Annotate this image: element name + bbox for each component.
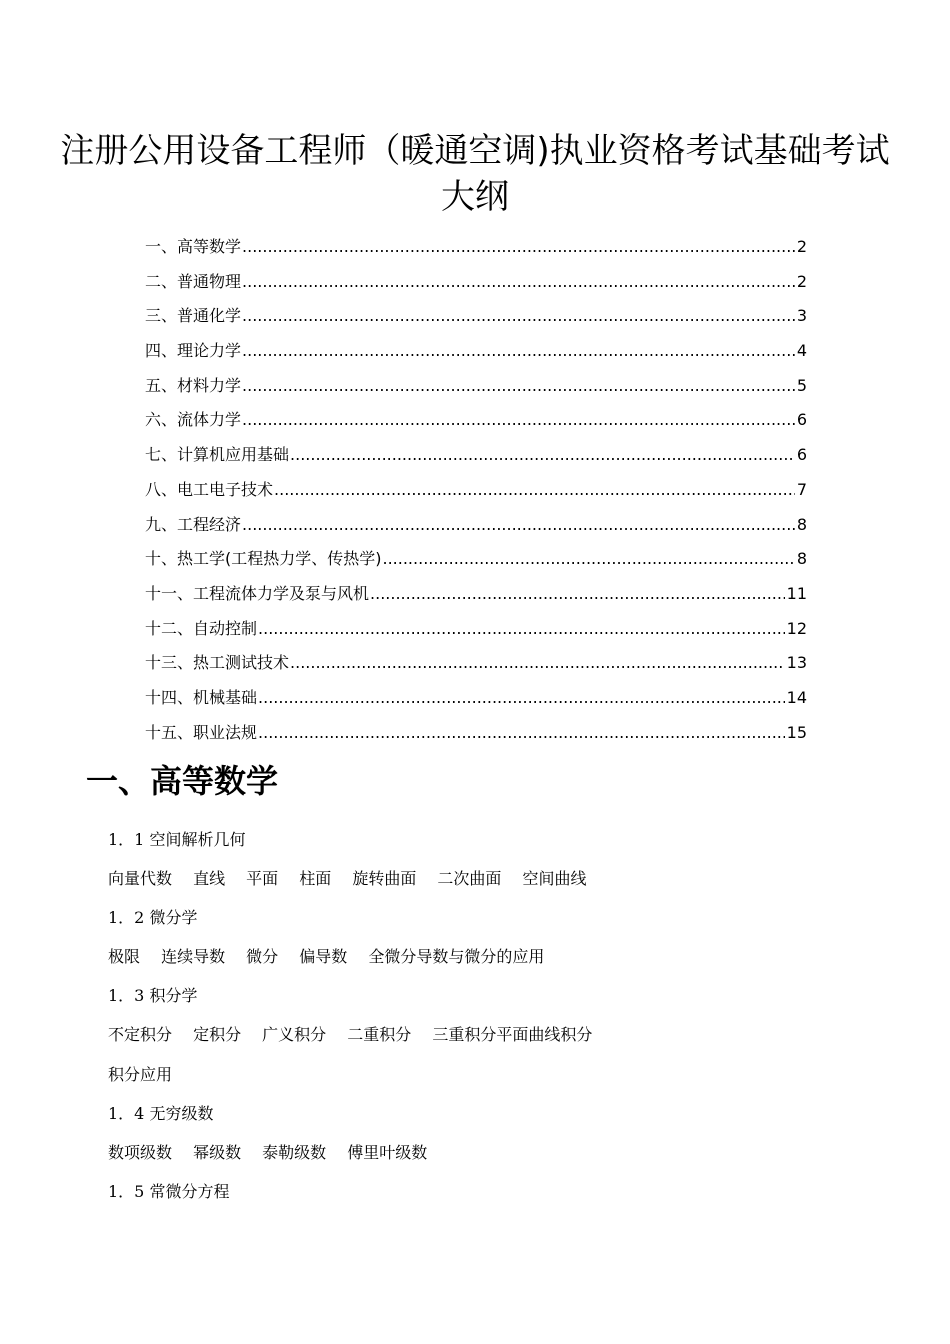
toc-leader-dots xyxy=(258,612,785,647)
toc-entry-page: 15 xyxy=(786,722,807,742)
toc-entry-page: 7 xyxy=(796,479,807,499)
topic-list: 不定积分 定积分 广义积分 二重积分 三重积分平面曲线积分 xyxy=(108,1025,593,1045)
toc-leader-dots xyxy=(242,230,795,265)
toc-leader-dots xyxy=(290,438,795,473)
toc-entry[interactable] xyxy=(145,716,807,751)
toc-entry[interactable] xyxy=(145,438,807,473)
toc-entry-page: 6 xyxy=(796,445,807,465)
toc-entry[interactable] xyxy=(145,473,807,508)
subsection-heading: 1．3 积分学 xyxy=(108,986,198,1006)
toc-entry-label: 九、工程经济 xyxy=(145,514,242,534)
toc-entry-page: 3 xyxy=(796,306,807,326)
toc-entry[interactable] xyxy=(145,646,807,681)
toc-leader-dots xyxy=(242,508,795,543)
topic-list: 极限 连续导数 微分 偏导数 全微分导数与微分的应用 xyxy=(108,947,545,967)
toc-entry-page: 13 xyxy=(786,653,807,673)
toc-leader-dots xyxy=(242,265,795,300)
subsection-heading: 1．5 常微分方程 xyxy=(108,1181,230,1201)
toc-leader-dots xyxy=(258,716,785,751)
toc-entry[interactable] xyxy=(145,612,807,647)
toc-entry-page: 2 xyxy=(796,271,807,291)
toc-entry-page: 8 xyxy=(796,514,807,534)
topic-list: 积分应用 xyxy=(108,1064,173,1084)
toc-entry-page: 11 xyxy=(786,583,807,603)
subsection-heading: 1．1 空间解析几何 xyxy=(108,830,246,849)
toc-entry-label: 四、理论力学 xyxy=(145,341,242,361)
toc-entry-label: 七、计算机应用基础 xyxy=(145,445,290,465)
toc-entry-page: 14 xyxy=(786,687,807,707)
toc-entry[interactable] xyxy=(145,334,807,369)
toc-entry-label: 五、材料力学 xyxy=(145,375,242,395)
table-of-contents xyxy=(145,230,807,750)
toc-leader-dots xyxy=(242,403,795,438)
toc-entry-label: 十三、热工测试技术 xyxy=(145,653,290,673)
toc-entry[interactable] xyxy=(145,369,807,404)
toc-entry[interactable] xyxy=(145,230,807,265)
toc-entry-page: 6 xyxy=(796,410,807,430)
toc-entry-label: 三、普通化学 xyxy=(145,306,242,326)
toc-leader-dots xyxy=(242,299,795,334)
toc-entry-label: 十二、自动控制 xyxy=(145,618,258,638)
toc-entry-label: 二、普通物理 xyxy=(145,271,242,291)
toc-entry[interactable] xyxy=(145,508,807,543)
section-heading: 一、高等数学 xyxy=(86,762,279,800)
toc-entry-label: 十四、机械基础 xyxy=(145,687,258,707)
document-title: 注册公用设备工程师（暖通空调)执业资格考试基础考试大纲 xyxy=(60,131,890,217)
toc-leader-dots xyxy=(290,646,785,681)
toc-entry-label: 十一、工程流体力学及泵与风机 xyxy=(145,583,370,603)
subsection-heading: 1．2 微分学 xyxy=(108,908,198,928)
toc-entry-label: 十五、职业法规 xyxy=(145,722,258,742)
toc-entry-label: 六、流体力学 xyxy=(145,410,242,430)
toc-entry[interactable] xyxy=(145,403,807,438)
toc-entry[interactable] xyxy=(145,542,807,577)
toc-entry-page: 12 xyxy=(786,618,807,638)
toc-entry[interactable] xyxy=(145,265,807,300)
section-body xyxy=(108,820,868,1211)
subsection-heading: 1．4 无穷级数 xyxy=(108,1103,214,1123)
toc-entry[interactable] xyxy=(145,681,807,716)
toc-leader-dots xyxy=(242,369,795,404)
toc-entry-label: 十、热工学(工程热力学、传热学) xyxy=(145,549,382,569)
toc-entry[interactable] xyxy=(145,577,807,612)
toc-entry-page: 5 xyxy=(796,375,807,395)
topic-list: 数项级数 幂级数 泰勒级数 傅里叶级数 xyxy=(108,1142,428,1162)
toc-entry-page: 2 xyxy=(796,237,807,256)
toc-leader-dots xyxy=(274,473,795,508)
toc-entry-label: 八、电工电子技术 xyxy=(145,479,274,499)
toc-entry-label: 一、高等数学 xyxy=(145,237,242,256)
toc-leader-dots xyxy=(258,681,785,716)
topic-list: 向量代数 直线 平面 柱面 旋转曲面 二次曲面 空间曲线 xyxy=(108,869,587,889)
toc-entry-page: 4 xyxy=(796,341,807,361)
toc-leader-dots xyxy=(242,334,795,369)
toc-entry[interactable] xyxy=(145,299,807,334)
toc-entry-page: 8 xyxy=(796,549,807,569)
toc-leader-dots xyxy=(383,542,795,577)
toc-leader-dots xyxy=(370,577,785,612)
